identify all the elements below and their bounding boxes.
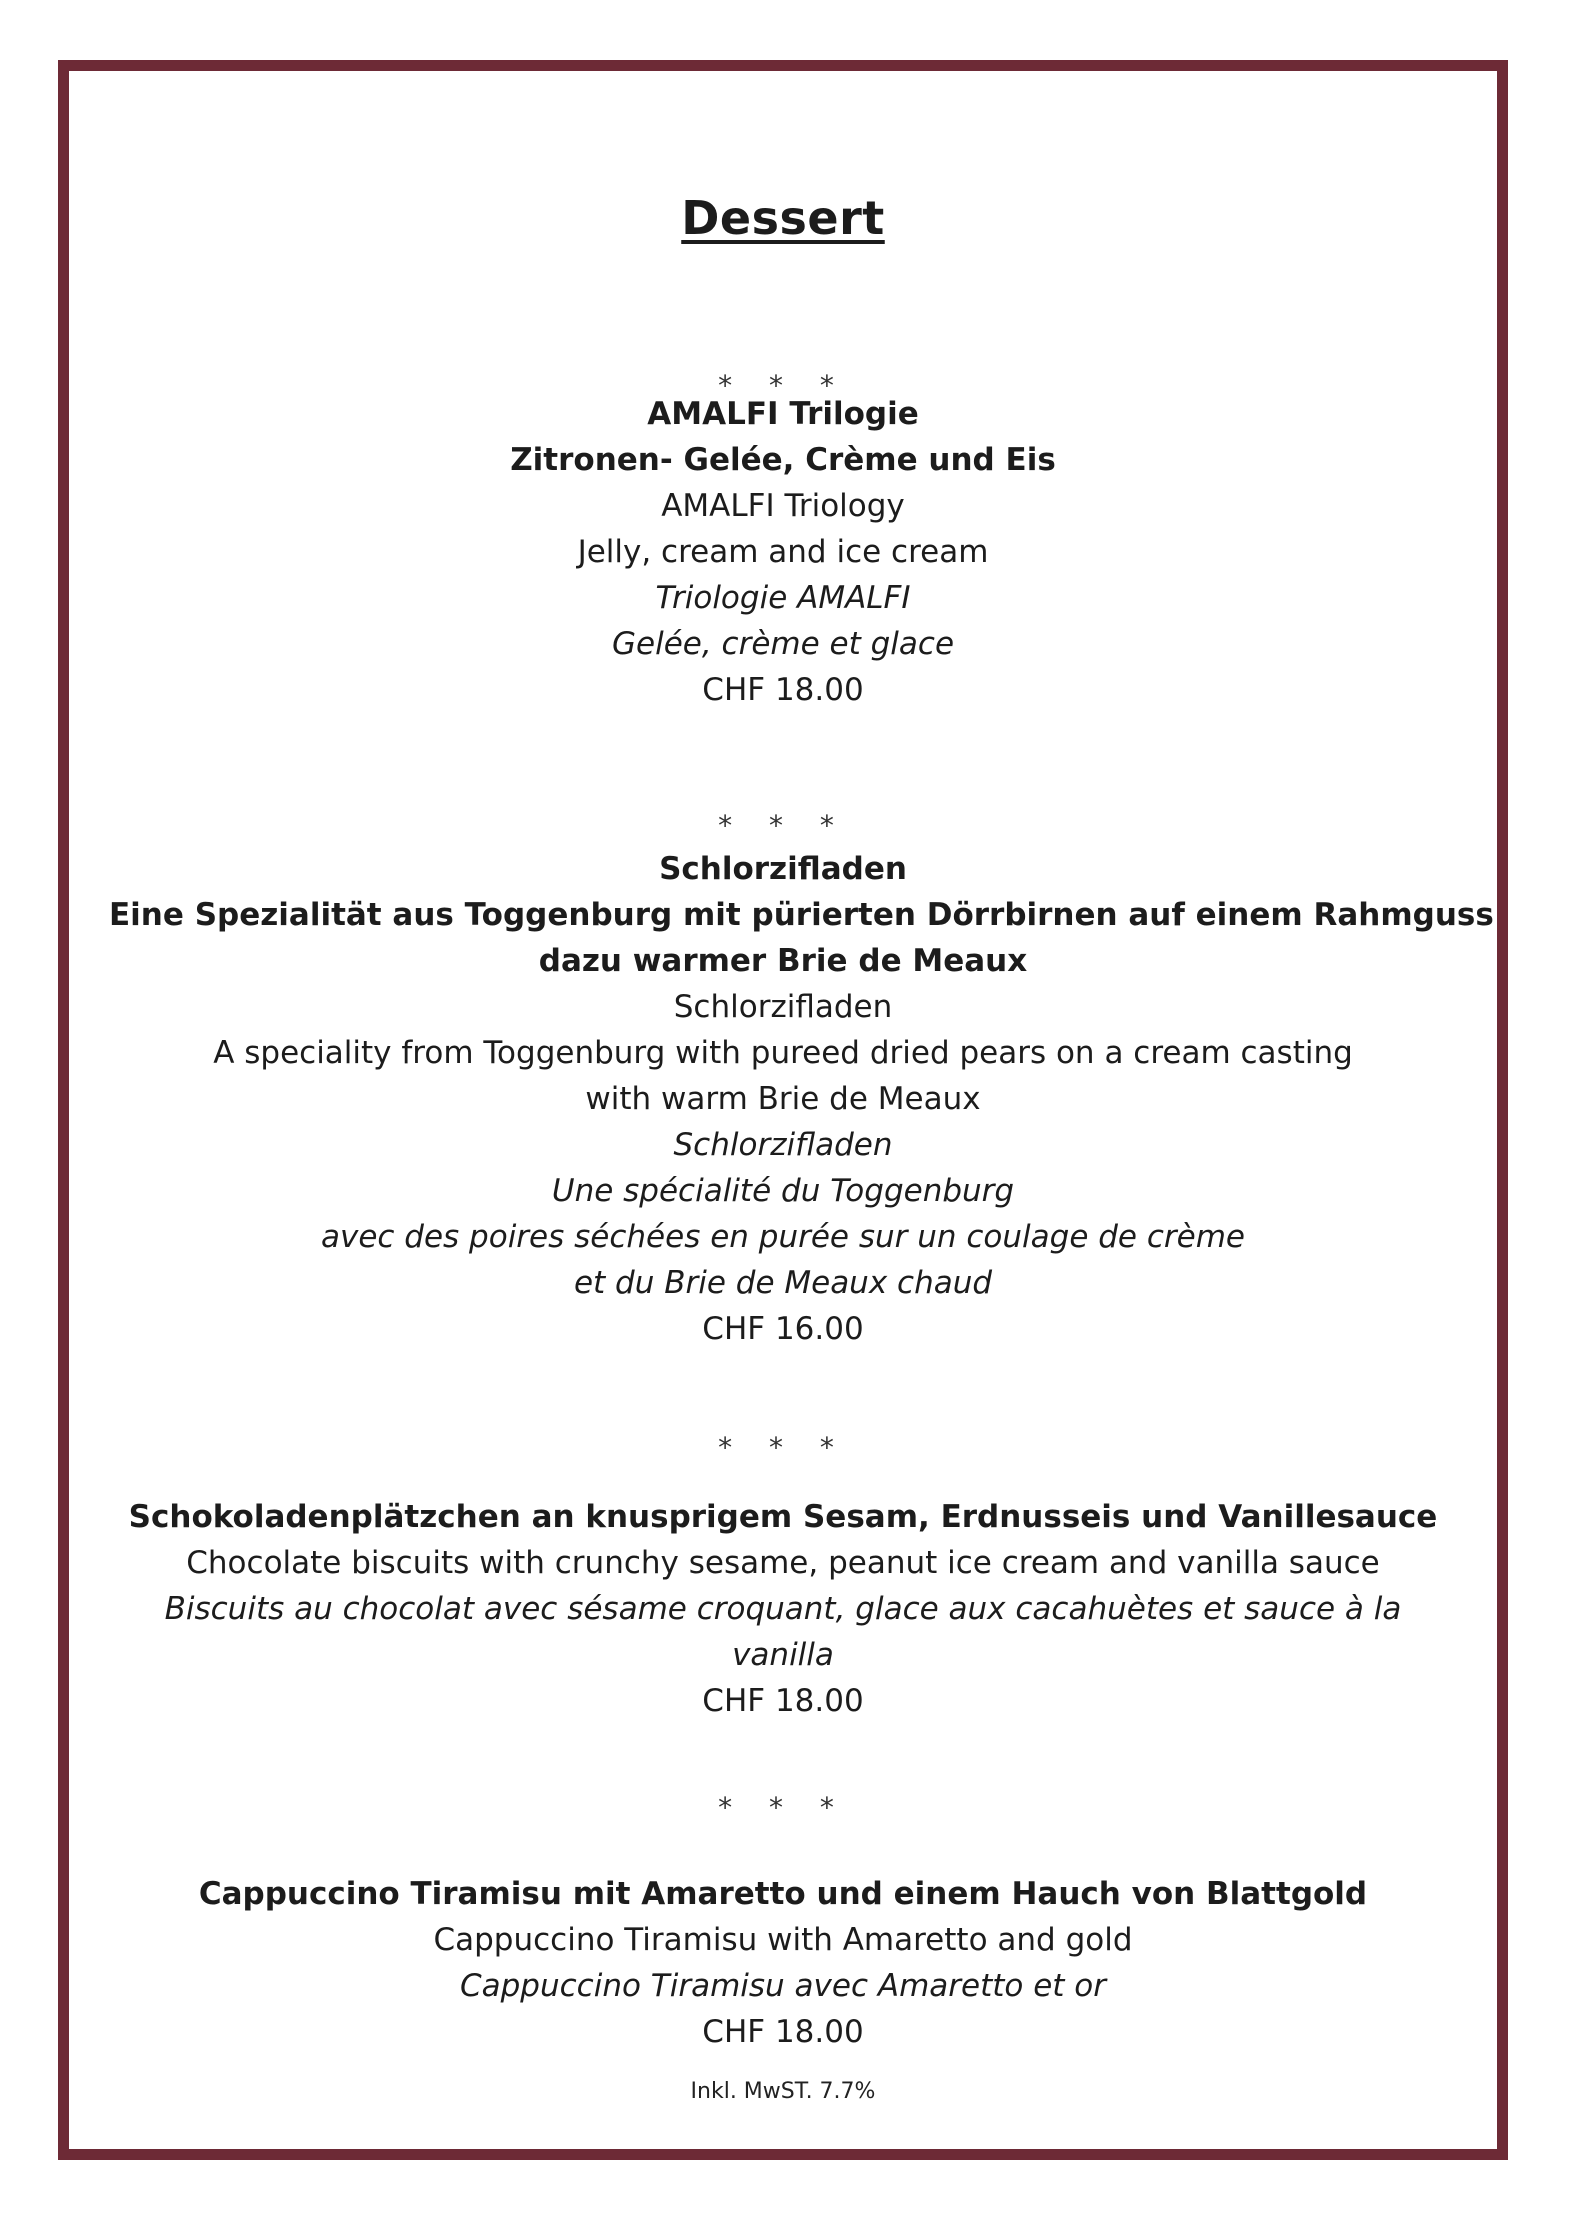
item-name-de: Schlorzifladen: [659, 851, 907, 887]
item-name-fr: Biscuits au chocolat avec sésame croquant, glace aux cacahuètes et sauce à la: [164, 1591, 1402, 1627]
vat-note: Inkl. MwST. 7.7%: [690, 2079, 876, 2104]
dessert-item-amalfi: [109, 391, 1457, 713]
item-name-de: Schokoladenplätzchen an knusprigem Sesam, Erdnusseis und Vanillesauce: [128, 1499, 1438, 1535]
item-name-en: Cappuccino Tiramisu with Amaretto and gold: [433, 1922, 1133, 1958]
item-name-en: Schlorzifladen: [673, 989, 893, 1025]
item-price: CHF 18.00: [702, 1683, 864, 1719]
item-name-fr: vanilla: [732, 1637, 834, 1673]
item-description-de: Eine Spezialität aus Toggenburg mit pürierten Dörrbirnen auf einem Rahmguss: [109, 897, 1494, 933]
item-description-en: A speciality from Toggenburg with pureed dried pears on a cream casting: [213, 1035, 1353, 1071]
item-description-fr: Gelée, crème et glace: [611, 626, 955, 662]
item-description-fr: et du Brie de Meaux chaud: [573, 1265, 993, 1301]
item-price: CHF 18.00: [702, 2014, 864, 2050]
item-name-de: Cappuccino Tiramisu mit Amaretto und einem Hauch von Blattgold: [198, 1876, 1368, 1912]
menu-frame: [58, 60, 1508, 2160]
item-name-de: AMALFI Trilogie: [647, 396, 919, 432]
dessert-item-schokoladenplaetzchen: [109, 1494, 1457, 1724]
item-name-en: Chocolate biscuits with crunchy sesame, peanut ice cream and vanilla sauce: [186, 1545, 1380, 1581]
dessert-item-schlorzifladen: [109, 846, 1494, 1352]
item-description-en: with warm Brie de Meaux: [585, 1081, 981, 1117]
item-name-fr: Cappuccino Tiramisu avec Amaretto et or: [459, 1968, 1107, 2004]
item-name-en: AMALFI Triology: [661, 488, 905, 524]
item-description-de: dazu warmer Brie de Meaux: [538, 943, 1028, 979]
item-name-fr: Triologie AMALFI: [655, 580, 911, 616]
item-name-fr: Schlorzifladen: [673, 1127, 893, 1163]
item-description-en: Jelly, cream and ice cream: [577, 534, 989, 570]
separator: * * *: [718, 809, 848, 842]
menu-title: Dessert: [681, 191, 885, 245]
item-description-fr: avec des poires séchées en purée sur un coulage de crème: [320, 1219, 1245, 1255]
dessert-item-tiramisu: [109, 1871, 1457, 2055]
item-description-fr: Une spécialité du Toggenburg: [551, 1173, 1015, 1209]
separator: * * *: [718, 369, 848, 402]
separator: * * *: [718, 1791, 848, 1824]
item-description-de: Zitronen- Gelée, Crème und Eis: [510, 442, 1056, 478]
separator: * * *: [718, 1431, 848, 1464]
item-price: CHF 16.00: [702, 1311, 864, 1347]
item-price: CHF 18.00: [702, 672, 864, 708]
